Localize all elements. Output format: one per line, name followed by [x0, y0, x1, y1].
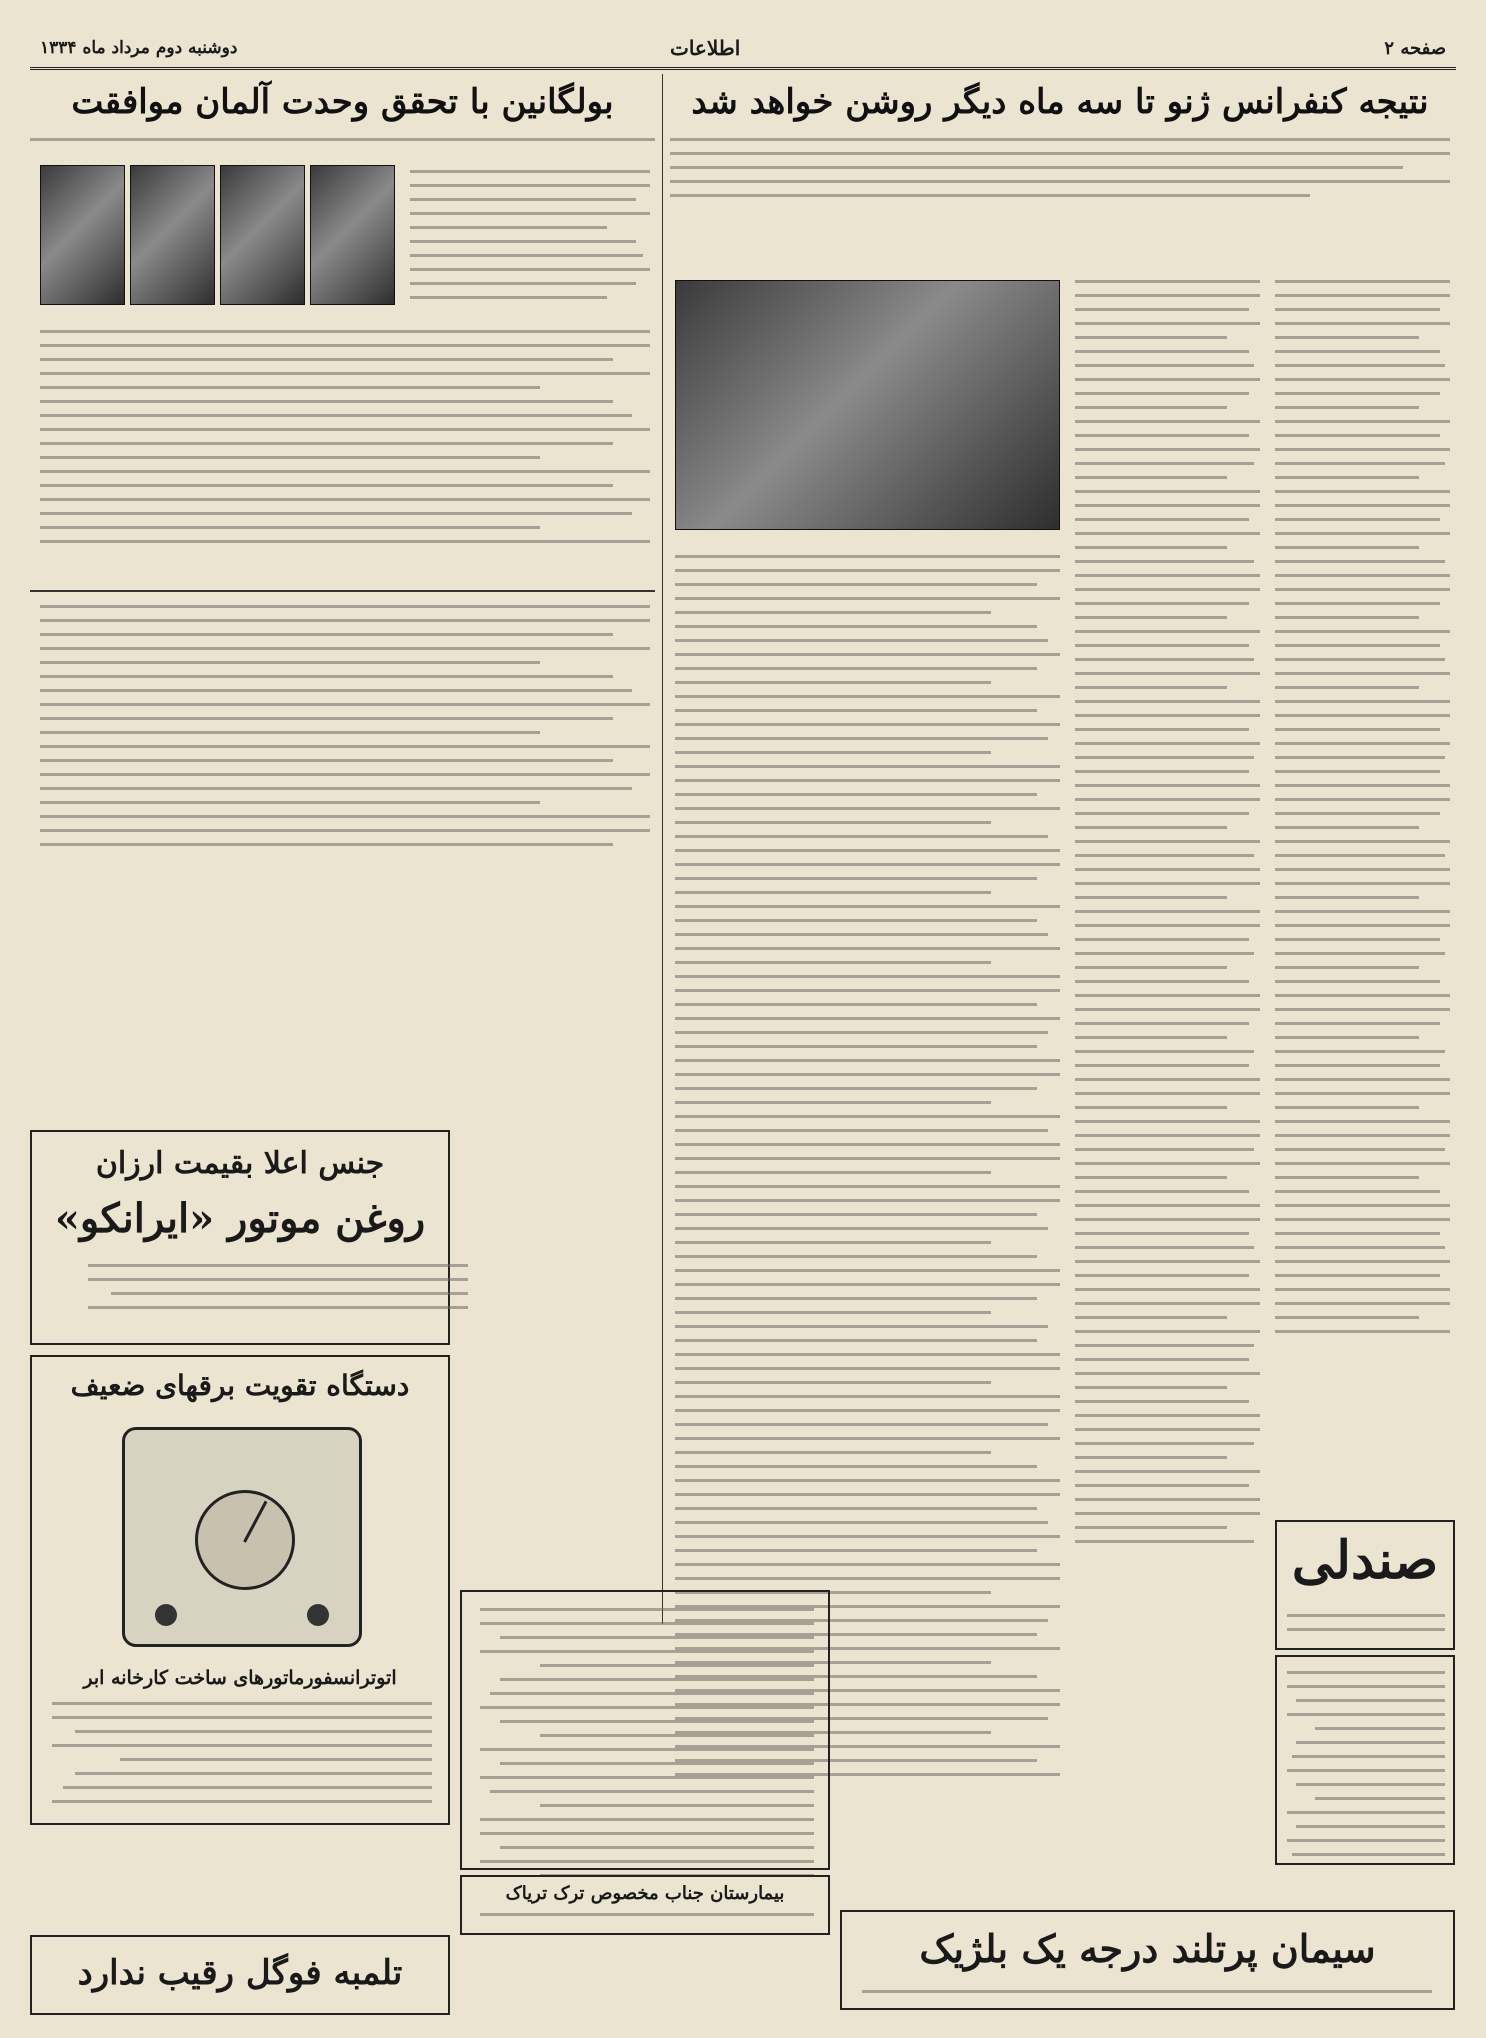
portrait-photo — [220, 165, 305, 305]
pump-ad-title: تلمبه فوگل رقیب ندارد — [77, 1953, 403, 1993]
article-column — [1275, 280, 1450, 1344]
hospital-ad-title: بیمارستان جناب مخصوص ترک تریاک — [505, 1883, 785, 1904]
chair-ad — [1275, 1520, 1455, 1650]
gamma-ad — [1275, 1655, 1455, 1865]
column-rule — [662, 74, 663, 1624]
oil-ad-text — [88, 1264, 468, 1309]
oil-ad — [30, 1130, 450, 1345]
knob-icon — [307, 1604, 329, 1626]
issue-date: دوشنبه دوم مرداد ماه ۱۳۳۴ — [40, 38, 238, 58]
portrait-photo — [40, 165, 125, 305]
cement-ad-title: سیمان پرتلند درجه یک بلژیک — [919, 1926, 1376, 1971]
oil-ad-product: روغن موتور «ایرانکو» — [54, 1195, 426, 1242]
gamma-ad-text — [1287, 1671, 1445, 1867]
section-rule — [30, 590, 655, 592]
hospital-ad-text — [480, 1913, 814, 1927]
article-column — [1075, 280, 1260, 1554]
cement-ad — [840, 1910, 1455, 2010]
conference-lead — [670, 138, 1450, 208]
bulganin-text — [410, 170, 650, 310]
pump-ad — [30, 1935, 450, 2015]
page-number: صفحه ۲ — [1384, 38, 1446, 59]
masthead — [30, 30, 1456, 70]
bulganin-headline: بولگانین با تحقق وحدت آلمان موافقت — [71, 82, 614, 122]
transformer-ad-title: اتوترانسفورماتورهای ساخت کارخانه ابر — [83, 1667, 397, 1689]
paper-name: اطلاعات — [670, 36, 741, 60]
radio-illustration — [122, 1427, 362, 1647]
bulganin-text — [40, 330, 650, 554]
portrait-photo — [130, 165, 215, 305]
newspaper-page — [30, 30, 1456, 2020]
radio-ad-title: دستگاه تقویت برقهای ضعیف — [70, 1369, 410, 1402]
tailor-ad-text — [480, 1608, 814, 1888]
transformer-ad-text — [52, 1702, 432, 1814]
arab-news — [40, 605, 650, 857]
cement-ad-text — [862, 1990, 1432, 2004]
oil-ad-title: جنس اعلا بقیمت ارزان — [95, 1146, 385, 1181]
conference-headline: نتیجه کنفرانس ژنو تا سه ماه دیگر روشن خواهد شد — [691, 82, 1429, 122]
tailor-ad — [460, 1590, 830, 1870]
chair-ad-text — [1287, 1614, 1445, 1642]
radio-ad — [30, 1355, 450, 1825]
chair-ad-title: صندلی — [1291, 1530, 1439, 1591]
bulganin-lead — [30, 138, 655, 152]
portrait-photo — [310, 165, 395, 305]
leaders-photo — [675, 280, 1060, 530]
hospital-ad — [460, 1875, 830, 1935]
knob-icon — [155, 1604, 177, 1626]
